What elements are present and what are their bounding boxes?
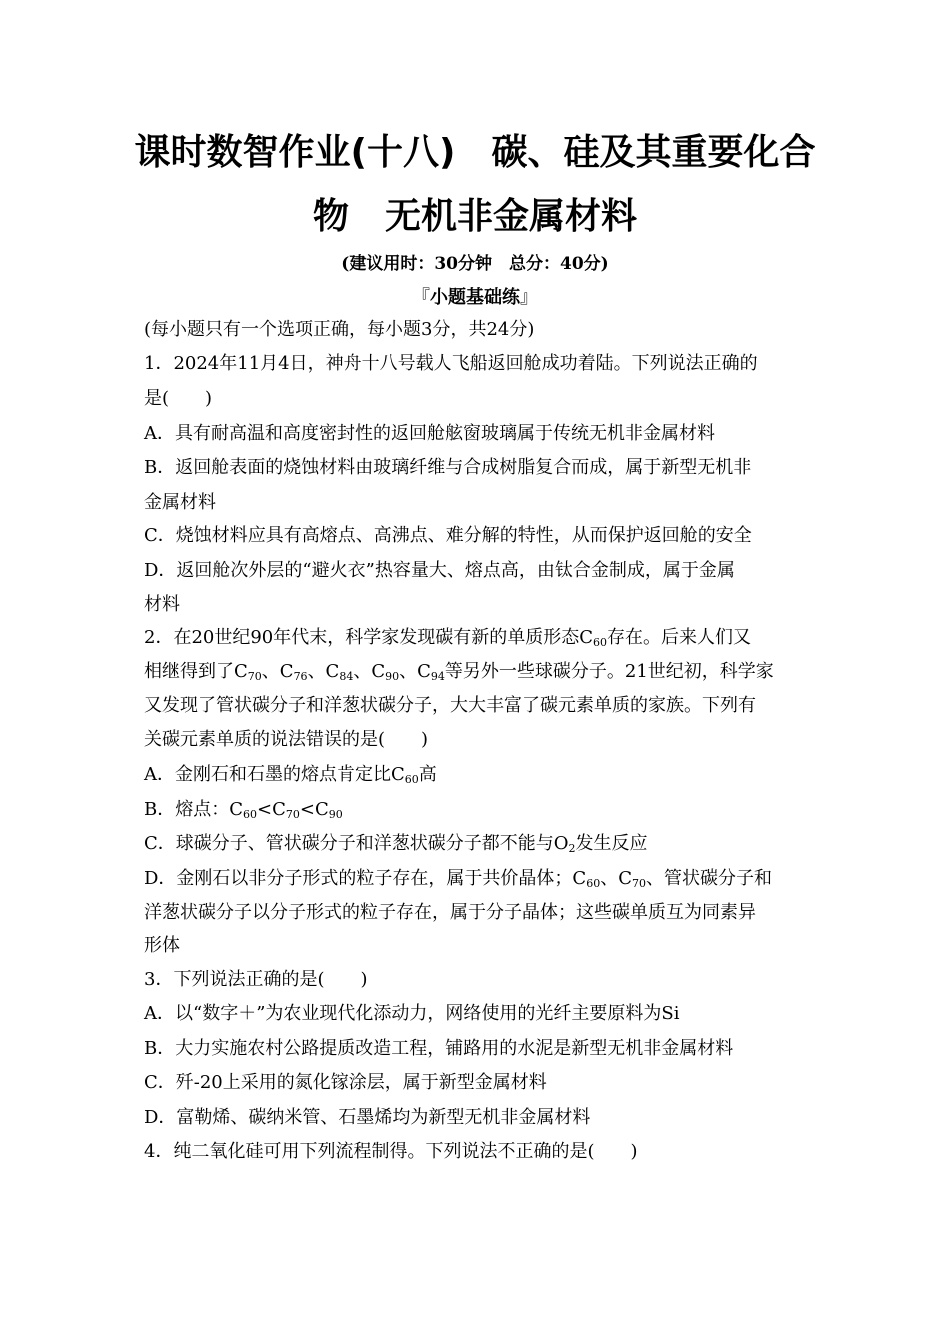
q1-option-b-line-2: 金属材料 [144,492,216,513]
q3-option-a: A．以“数字＋”为农业现代化添动力，网络使用的光纤主要原料为Si [144,1003,680,1024]
q2-option-d-line-1 [144,867,772,891]
q2-stem-line-2 [144,660,774,684]
section-bracket-open: 『 [412,287,430,308]
q1-stem-line-1: 1．2024年11月4日，神舟十八号载人飞船返回舱成功着陆。下列说法正确的 [144,353,758,374]
q2-c-sub: 2 [568,842,576,855]
q2-b-sub-1: 60 [243,808,257,821]
q2-stem-line-3: 又发现了管状碳分子和洋葱状碳分子，大大丰富了碳元素单质的家族。下列有 [144,695,756,716]
q2-b-pre: B．熔点：C [144,799,243,820]
q2-c-post: 发生反应 [575,833,648,854]
q2-l2-sub-3: 84 [339,670,354,683]
section-label: 小题基础练 [430,287,520,308]
q2-l2-sub-4: 90 [385,670,400,683]
q2-b-mid-1: <C [257,799,286,820]
q2-b-sub-2: 70 [285,808,300,821]
q2-l2-mid-4: 、C [399,661,431,682]
q2-d1-sub-2: 70 [631,877,646,890]
q2-l1-text-b: 存在。后来人们又 [607,627,752,648]
time-and-score-note: (建议用时：30分钟 总分：40分) [341,254,609,274]
q2-l2-sub-2: 76 [293,670,308,683]
q2-l2-pre: 相继得到了C [144,661,248,682]
q1-option-a: A．具有耐高温和高度密封性的返回舱舷窗玻璃属于传统无机非金属材料 [144,423,715,444]
q2-option-b [144,798,343,822]
q2-d1-pre: D．金刚石以非分子形式的粒子存在，属于共价晶体；C [144,868,587,889]
q2-l2-sub-1: 70 [247,670,262,683]
q2-d1-sub-1: 60 [586,877,601,890]
q2-a-pre: A．金刚石和石墨的熔点肯定比C [144,764,405,785]
q1-option-d-line-2: 材料 [144,594,180,615]
q2-l2-post: 等另外一些球碳分子。21世纪初，科学家 [444,661,774,682]
q2-b-sub-3: 90 [328,808,343,821]
q2-d1-post: 、管状碳分子和 [645,868,772,889]
q2-option-c [144,832,648,856]
q2-l2-mid-3: 、C [353,661,386,682]
q2-option-d-line-3: 形体 [144,935,180,956]
q1-option-c: C．烧蚀材料应具有高熔点、高沸点、难分解的特性，从而保护返回舱的安全 [144,525,752,546]
q2-l2-mid-2: 、C [307,661,340,682]
q2-c-pre: C．球碳分子、管状碳分子和洋葱状碳分子都不能与O [144,833,569,854]
q2-b-mid-2: <C [299,799,329,820]
section-heading [0,283,950,309]
q2-l2-mid-1: 、C [261,661,294,682]
section-bracket-close: 』 [520,287,538,308]
q2-stem-line-1 [144,626,751,650]
q3-option-b: B．大力实施农村公路提质改造工程，铺路用的水泥是新型无机非金属材料 [144,1038,734,1059]
q3-option-d: D．富勒烯、碳纳米管、石墨烯均为新型无机非金属材料 [144,1107,591,1128]
q3-stem: 3．下列说法正确的是( ) [144,969,368,990]
q1-option-d-line-1: D．返回舱次外层的“避火衣”热容量大、熔点高，由钛合金制成，属于金属 [144,560,735,581]
page-title-line-2: 物 无机非金属材料 [312,196,637,237]
q3-option-c: C．歼-20上采用的氮化镓涂层，属于新型金属材料 [144,1072,547,1093]
q2-l2-sub-5: 94 [430,670,445,683]
q1-stem-line-2: 是( ) [144,388,213,409]
q2-d1-mid-1: 、C [600,868,632,889]
q2-option-a [144,763,437,787]
q2-l1-sub: 60 [593,636,608,649]
q2-a-post: 高 [418,764,437,785]
q2-stem-line-4: 关碳元素单质的说法错误的是( ) [144,729,429,750]
q4-stem: 4．纯二氧化硅可用下列流程制得。下列说法不正确的是( ) [144,1141,638,1162]
q2-option-d-line-2: 洋葱状碳分子以分子形式的粒子存在，属于分子晶体；这些碳单质互为同素异 [144,902,756,923]
instructions: (每小题只有一个选项正确，每小题3分，共24分) [144,319,535,340]
q2-a-sub: 60 [404,773,419,786]
q2-l1-text-a: 2．在20世纪90年代末，科学家发现碳有新的单质形态C [144,627,594,648]
q1-option-b-line-1: B．返回舱表面的烧蚀材料由玻璃纤维与合成树脂复合而成，属于新型无机非 [144,457,752,478]
page-title-line-1: 课时数智作业(十八) 碳、硅及其重要化合 [134,132,816,173]
